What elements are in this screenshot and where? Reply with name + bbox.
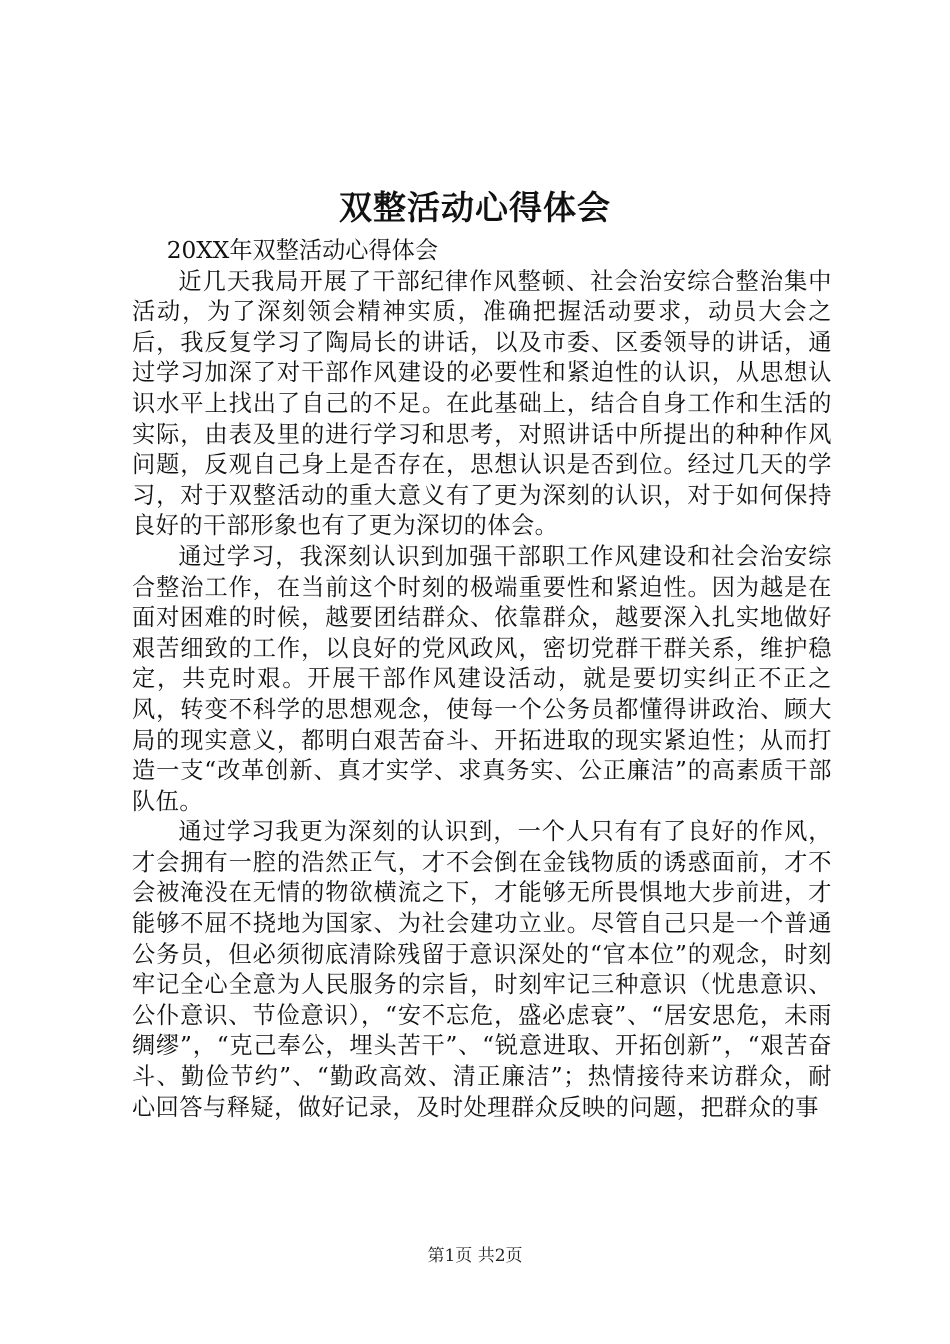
- document-body: [132, 236, 832, 1123]
- page-footer: 第1页 共2页: [427, 1246, 523, 1266]
- document-title: 双整活动心得体会: [339, 188, 611, 227]
- paragraph-3: 通过学习我更为深刻的认识到，一个人只有有了良好的作风，才会拥有一腔的浩然正气，才不会倒在金钱物质的诱惑面前，才不会被淹没在无情的物欲横流之下，才能够无所畏惧地大步前进，才能够不屈不挠地为国家、为社会建功立业。尽管自己只是一个普通公务员，但必须彻底清除残留于意识深处的“官本位”的观念，时刻牢记全心全意为人民服务的宗旨，时刻牢记三种意识（忧患意识、公仆意识、节俭意识），“安不忘危，盛必虑衰”、“居安思危，未雨绸缪”，“克己奉公，埋头苦干”、“锐意进取、开拓创新”，“艰苦奋斗、勤俭节约”、“勤政高效、清正廉洁”；热情接待来访群众，耐心回答与释疑，做好记录，及时处理群众反映的问题，把群众的事: [132, 818, 832, 1121]
- document-subtitle: 20XX年双整活动心得体会: [166, 237, 439, 264]
- paragraph-2: 通过学习，我深刻认识到加强干部职工作风建设和社会治安综合整治工作，在当前这个时刻的极端重要性和紧迫性。因为越是在面对困难的时候，越要团结群众、依靠群众，越要深入扎实地做好艰苦细致的工作，以良好的党风政风，密切党群干群关系，维护稳定，共克时艰。开展干部作风建设活动，就是要切实纠正不正之风，转变不科学的思想观念，使每一个公务员都懂得讲政治、顾大局的现实意义，都明白艰苦奋斗、开拓进取的现实紧迫性；从而打造一支“改革创新、真才实学、求真务实、公正廉洁”的高素质干部队伍。: [132, 542, 832, 815]
- paragraph-1: 近几天我局开展了干部纪律作风整顿、社会治安综合整治集中活动，为了深刻领会精神实质，准确把握活动要求，动员大会之后，我反复学习了陶局长的讲话，以及市委、区委领导的讲话，通过学习加深了对干部作风建设的必要性和紧迫性的认识，从思想认识水平上找出了自己的不足。在此基础上，结合自身工作和生活的实际，由表及里的进行学习和思考，对照讲话中所提出的种种作风问题，反观自己身上是否存在，思想认识是否到位。经过几天的学习，对于双整活动的重大意义有了更为深刻的认识，对于如何保持良好的干部形象也有了更为深切的体会。: [132, 267, 832, 540]
